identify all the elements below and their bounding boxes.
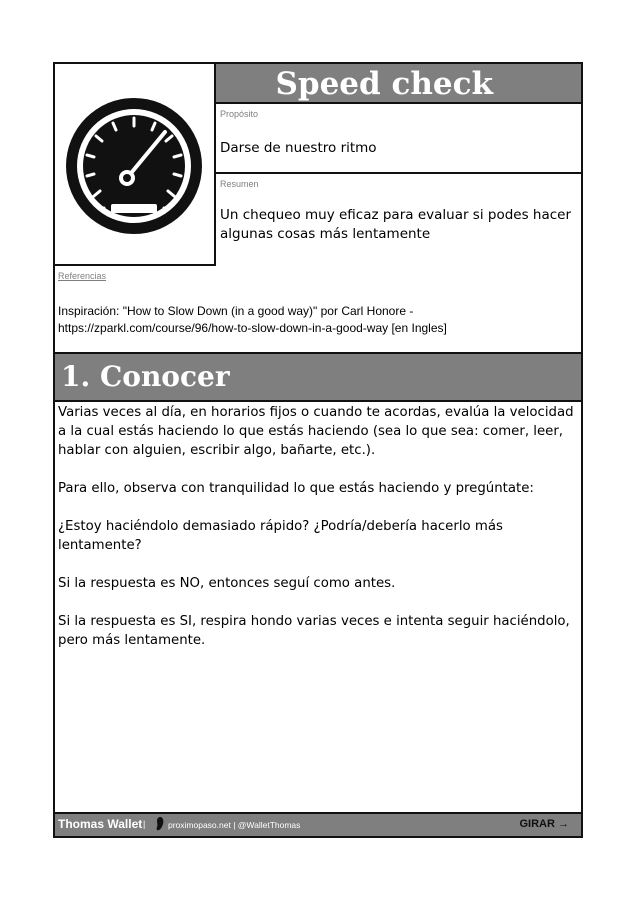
purpose-value: Darse de nuestro ritmo (220, 140, 377, 156)
card (53, 62, 583, 838)
references-section (55, 266, 581, 354)
references-line-1: Inspiración: "How to Slow Down (in a good way)" por Carl Honore - (58, 304, 414, 318)
purpose-label: Propósito (220, 109, 259, 119)
references-value (58, 303, 578, 337)
summary-section (216, 174, 581, 266)
body-paragraph: Si la respuesta es SI, respira hondo varias veces e intenta seguir haciéndolo, pero más lentamente. (58, 614, 570, 648)
card-footer (55, 812, 581, 836)
body-paragraph: Varias veces al día, en horarios fijos o cuando te acordas, evalúa la velocidad a la cual estás haciendo lo que estás haciendo (sea lo que sea: comer, leer, hablar con alguien, escribir algo, bañarte, etc.). (58, 405, 574, 458)
card-icon-box (55, 64, 216, 266)
body-paragraph: ¿Estoy haciéndolo demasiado rápido? ¿Podría/debería hacerlo más lentamente? (58, 519, 503, 553)
references-line-2: https://zparkl.com/course/96/how-to-slow-down-in-a-good-way [en Ingles] (58, 321, 447, 335)
body-paragraph: Para ello, observa con tranquilidad lo que estás haciendo y pregúntate: (58, 481, 534, 496)
section-heading: 1. Conocer (61, 360, 230, 393)
card-title: Speed check (275, 66, 493, 102)
purpose-section (216, 104, 581, 174)
summary-label: Resumen (220, 179, 259, 189)
section-body (58, 403, 580, 669)
body-paragraph: Si la respuesta es NO, entonces seguí como antes. (58, 576, 396, 591)
speedometer-icon (59, 92, 209, 240)
summary-value: Un chequeo muy eficaz para evaluar si podes hacer algunas cosas más lentamente (220, 207, 572, 242)
card-title-bar (216, 64, 581, 104)
footer-author: Thomas Wallet (58, 817, 143, 831)
footer-links[interactable]: proximopaso.net | @WalletThomas (168, 820, 301, 830)
references-label: Referencias (58, 271, 107, 281)
turn-card-link[interactable]: GIRAR → (519, 818, 569, 830)
section-heading-bar (55, 354, 581, 402)
footer-separator: | (143, 819, 146, 829)
footprint-icon (155, 816, 165, 832)
